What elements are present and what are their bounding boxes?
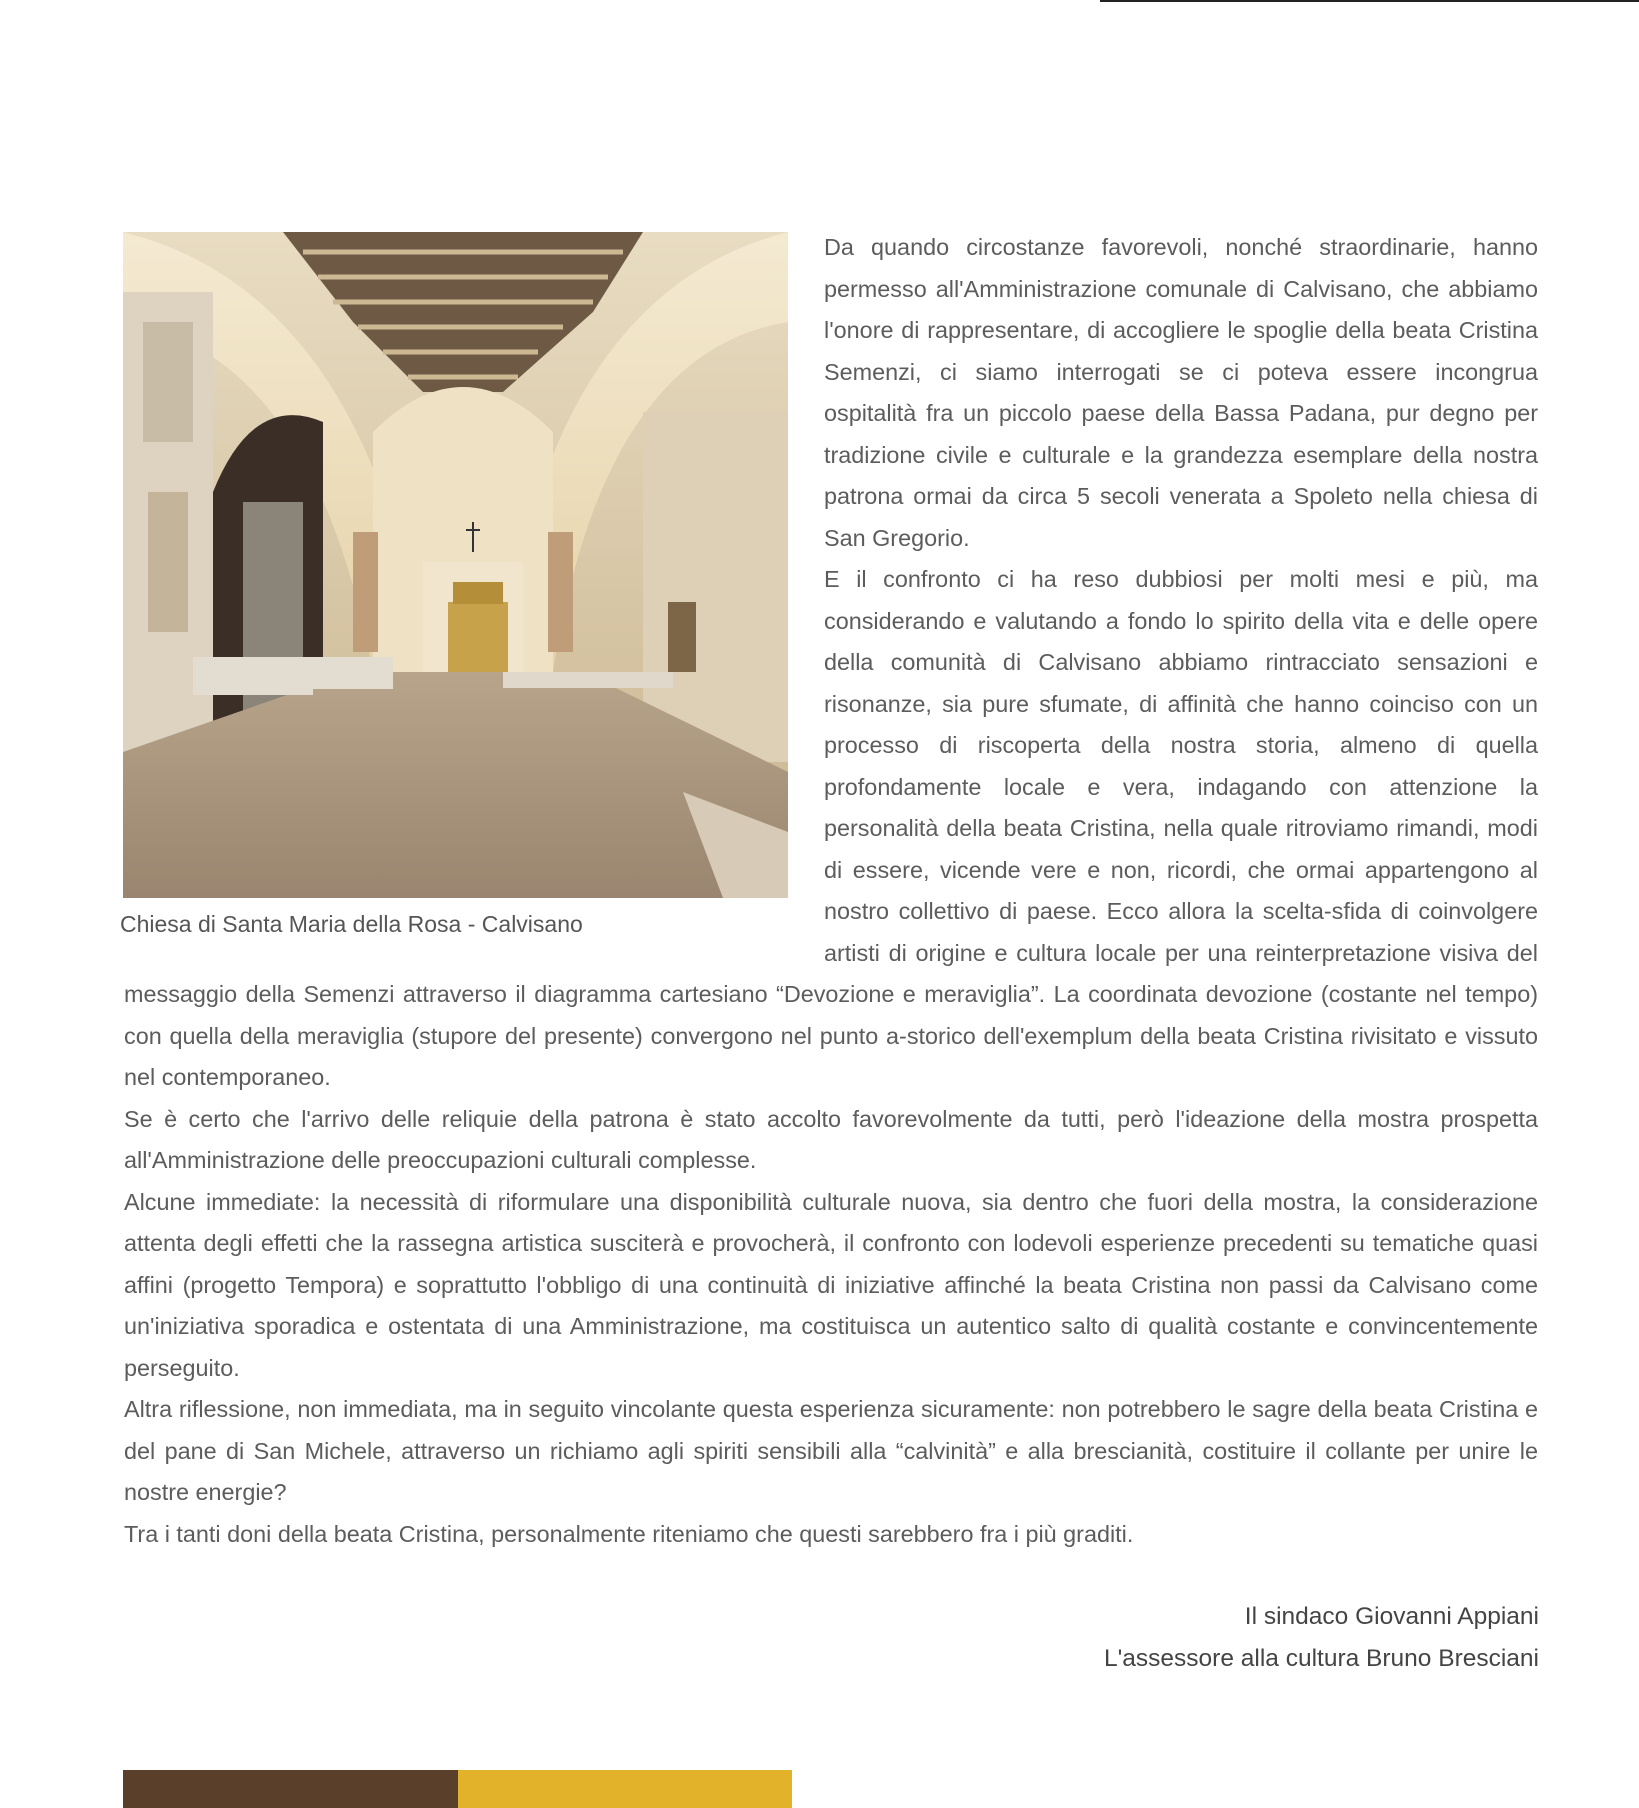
footer-bar-yellow [458,1770,792,1808]
paragraph-2: E il confronto ci ha reso dubbiosi per molti mesi e più, ma considerando e valutando a fondo lo spirito della vita e delle opere della comunità di Calvisano abbiamo rintracciato sensazioni e risonanze, sia pure sfumate, di affinità che hanno coinciso con un processo di riscoperta della nostra storia, almeno di quella profondamente locale e vera, indagando con attenzione la personalità della beata Cristina, nella quale ritroviamo rimandi, modi di essere, vicende vere e non, ricordi, che ormai appartengono al nostro collettivo di paese. Ecco allora la scelta-sfida di coinvolgere artisti di origine e cultura locale per una reinterpretazione visiva del messaggio della Semenzi attraverso il diagramma cartesiano “Devozione e meraviglia”. La coordinata devozione (costante nel tempo) con quella della meraviglia (stupore del presente) convergono nel punto a-storico dell'exemplum della beata Cristina rivisitato e vissuto nel contemporaneo. [124,566,1538,1090]
paragraph-6: Tra i tanti doni della beata Cristina, personalmente riteniamo che questi sarebbero fra i più graditi. [124,1520,1134,1547]
signature-councillor: L'assessore alla cultura Bruno Bresciani [1103,1645,1539,1672]
paragraph-4: Alcune immediate: la necessità di riformulare una disponibilità culturale nuova, sia dentro che fuori della mostra, la considerazione attenta degli effetti che la rassegna artistica susciterà e provocherà, il confronto con lodevoli esperienze precedenti su tematiche quasi affini (progetto Tempora) e soprattutto l'obbligo di una continuità di iniziative affinché la beata Cristina non passi da Calvisano come un'iniziativa sporadica e ostentata di una Amministrazione, ma costituisca un autentico salto di qualità costante e convincentemente perseguito. [124,1188,1538,1381]
footer-bar-brown [123,1770,458,1808]
article-body [124,227,1538,1555]
paragraph-1: Da quando circostanze favorevoli, nonché straordinarie, hanno permesso all'Amministrazione comunale di Calvisano, che abbiamo l'onore di rappresentare, di accogliere le spoglie della beata Cristina Semenzi, ci siamo interrogati se ci poteva essere incongrua ospitalità fra un piccolo paese della Bassa Padana, pur degno per tradizione civile e culturale e la grandezza esemplare della nostra patrona ormai da circa 5 secoli venerata a Spoleto nella chiesa di San Gregorio. [824,234,1538,551]
paragraph-5: Altra riflessione, non immediata, ma in seguito vincolante questa esperienza sicuramente: non potrebbero le sagre della beata Cristina e del pane di San Michele, attraverso un richiamo agli spiriti sensibili alla “calvinità” e alla brescianità, costituire il collante per unire le nostre energie? [124,1396,1538,1505]
paragraph-3: Se è certo che l'arrivo delle reliquie della patrona è stato accolto favorevolmente da tutti, però l'ideazione della mostra prospetta all'Amministrazione delle preoccupazioni culturali complesse. [124,1105,1538,1173]
top-rule [1100,0,1639,2]
signature-block [1104,1596,1539,1680]
photo-float-space [124,227,824,957]
photo-caption: Chiesa di Santa Maria della Rosa - Calvisano [120,911,583,937]
signature-mayor: Il sindaco Giovanni Appiani [1244,1603,1539,1630]
